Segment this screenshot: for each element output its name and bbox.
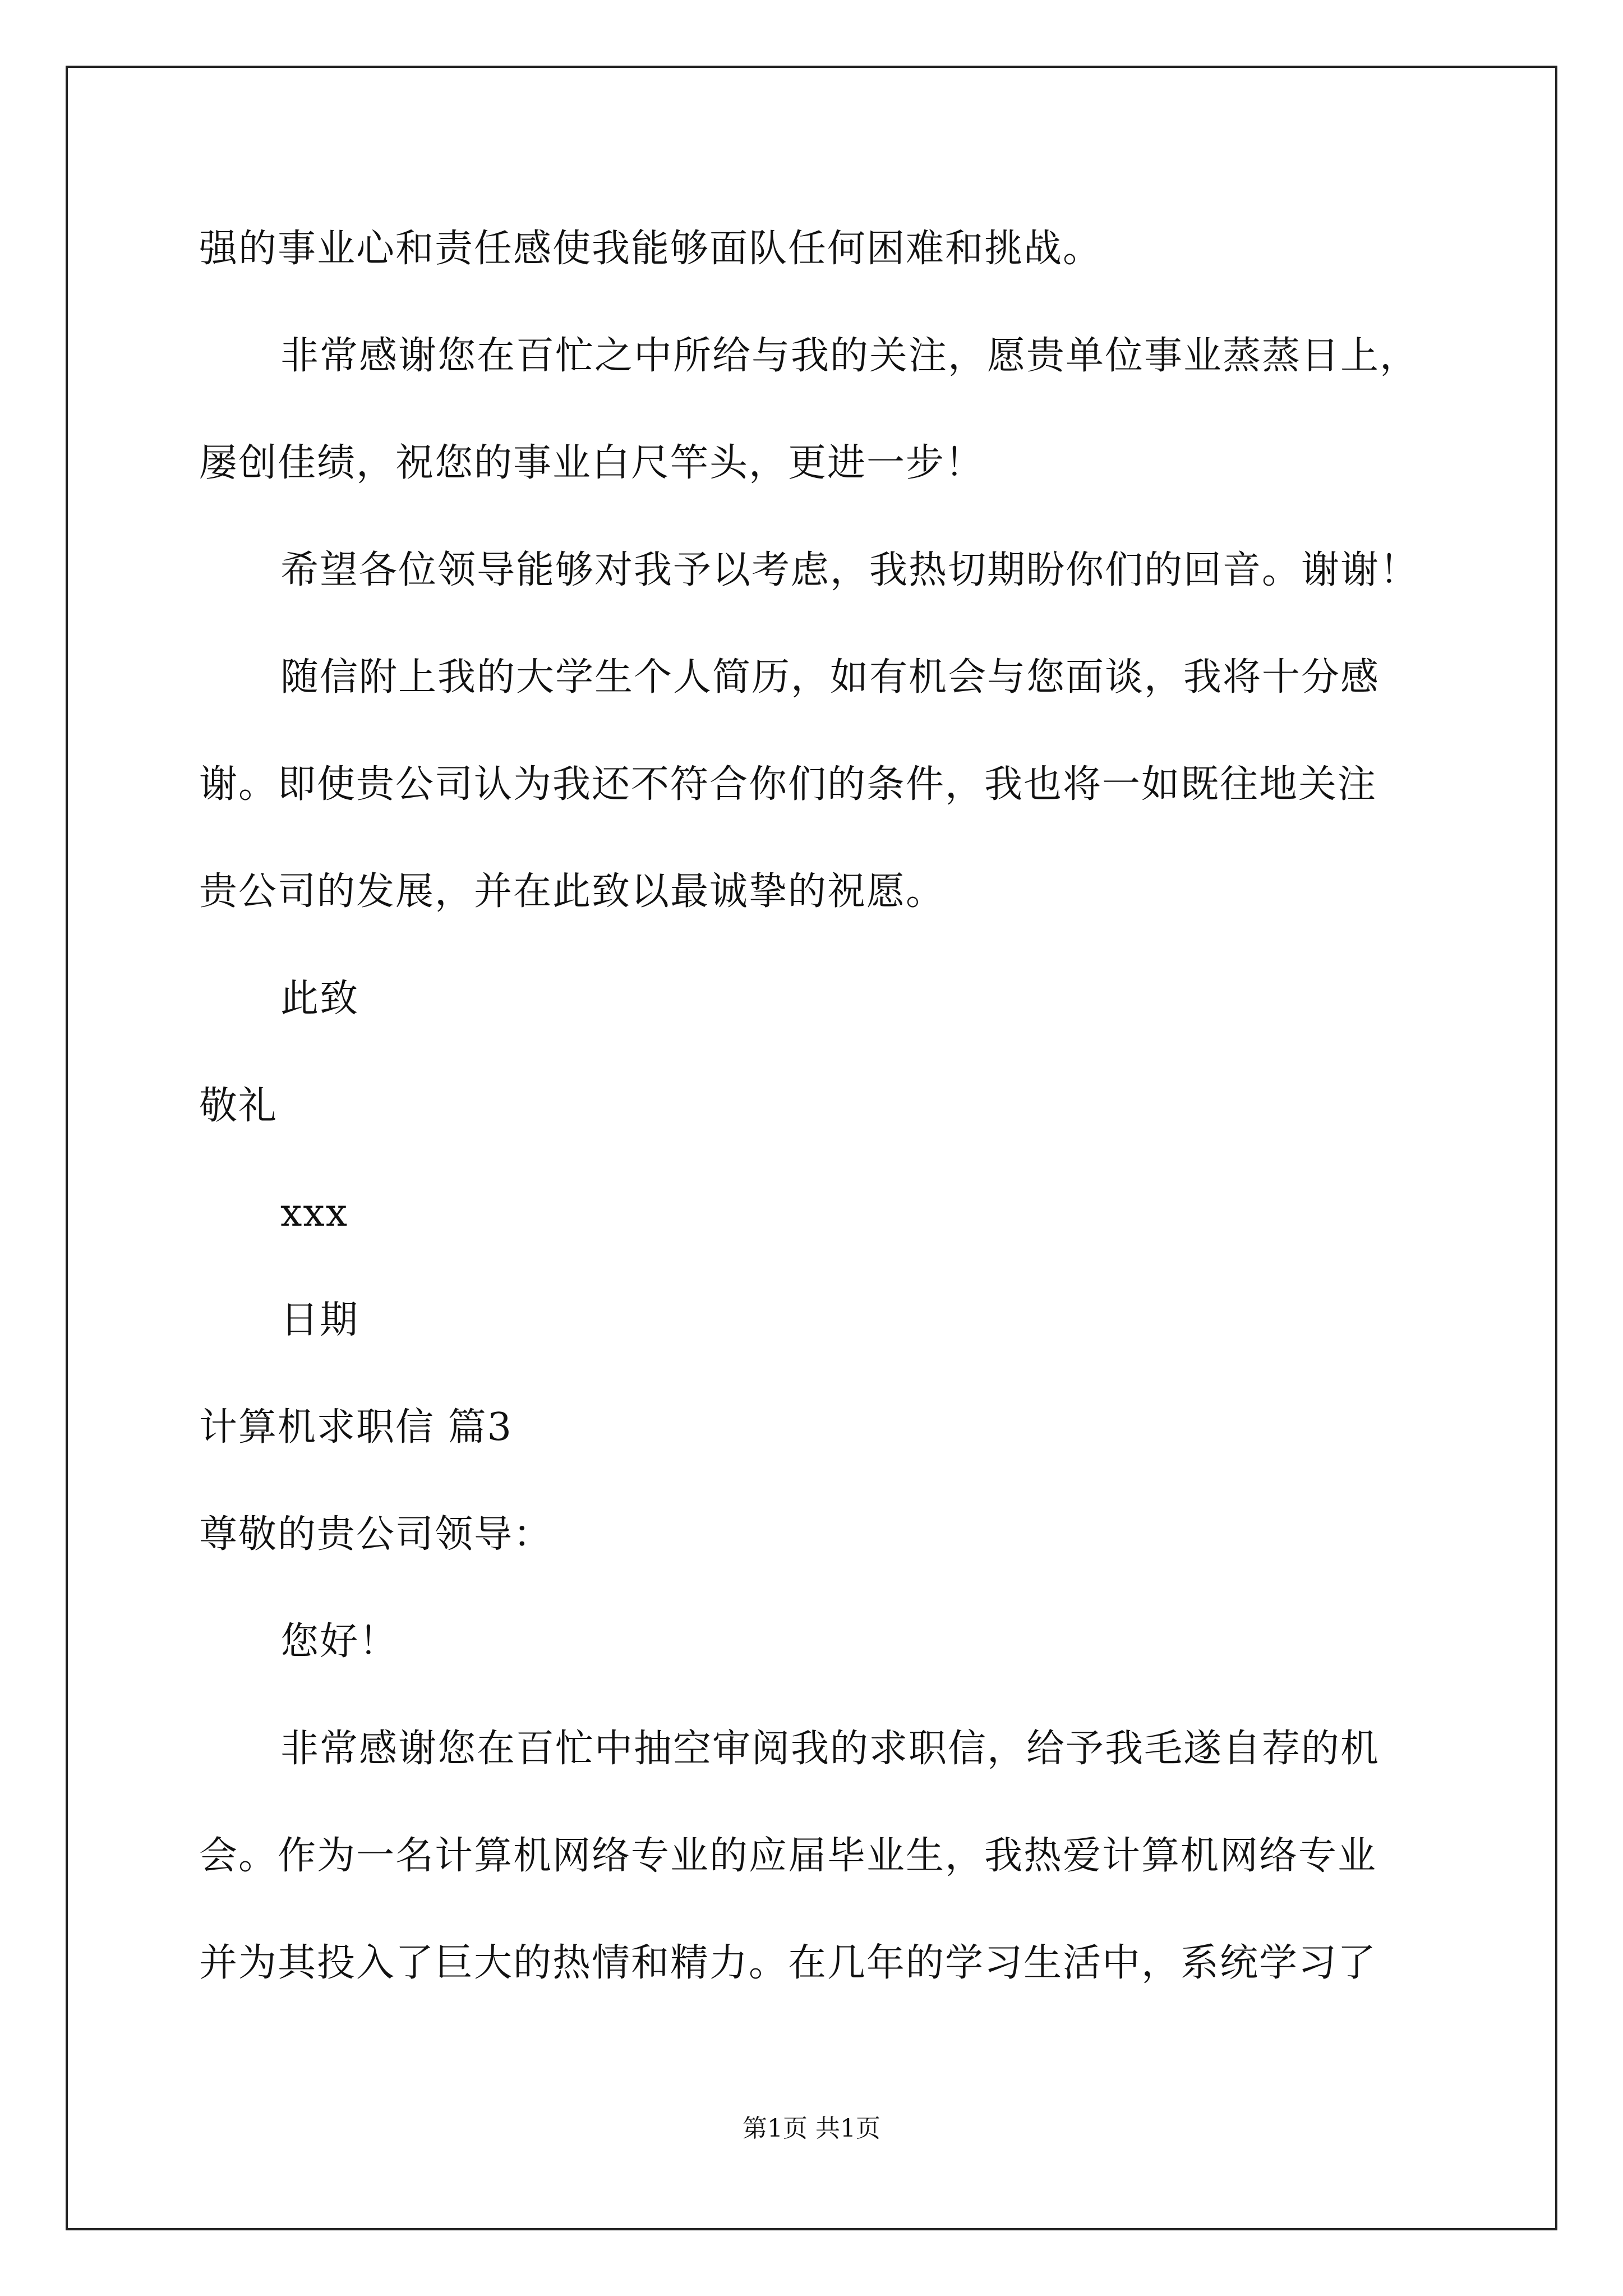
signature-line: xxx: [280, 1191, 349, 1235]
page-footer: 第1页 共1页: [743, 2114, 880, 2143]
body-line: 希望各位领导能够对我予以考虑，我热切期盼你们的回音。谢谢！: [280, 548, 1419, 592]
section-title: 计算机求职信 篇3: [199, 1405, 513, 1450]
greeting-line: 尊敬的贵公司领导：: [199, 1512, 553, 1557]
body-line: 随信附上我的大学生个人简历，如有机会与您面谈，我将十分感: [280, 655, 1380, 700]
date-line: 日期: [280, 1298, 359, 1342]
closing-line: 此致: [280, 977, 359, 1021]
body-line: 谢。即使贵公司认为我还不符合你们的条件，我也将一如既往地关注: [199, 762, 1377, 807]
body-line: 并为其投入了巨大的热情和精力。在几年的学习生活中，系统学习了: [199, 1941, 1377, 1985]
body-line: 强的事业心和责任感使我能够面队任何困难和挑战。: [199, 227, 1103, 271]
body-line: 非常感谢您在百忙之中所给与我的关注，愿贵单位事业蒸蒸日上，: [280, 334, 1419, 378]
body-line: 非常感谢您在百忙中抽空审阅我的求职信，给予我毛遂自荐的机: [280, 1727, 1380, 1771]
page-border: [66, 66, 1557, 2230]
body-line: 贵公司的发展，并在此致以最诚挚的祝愿。: [199, 869, 946, 914]
greeting-line: 您好！: [280, 1619, 399, 1664]
salutation-line: 敬礼: [199, 1084, 278, 1128]
body-line: 会。作为一名计算机网络专业的应届毕业生，我热爱计算机网络专业: [199, 1834, 1377, 1878]
body-line: 屡创佳绩，祝您的事业白尺竿头，更进一步！: [199, 441, 985, 485]
